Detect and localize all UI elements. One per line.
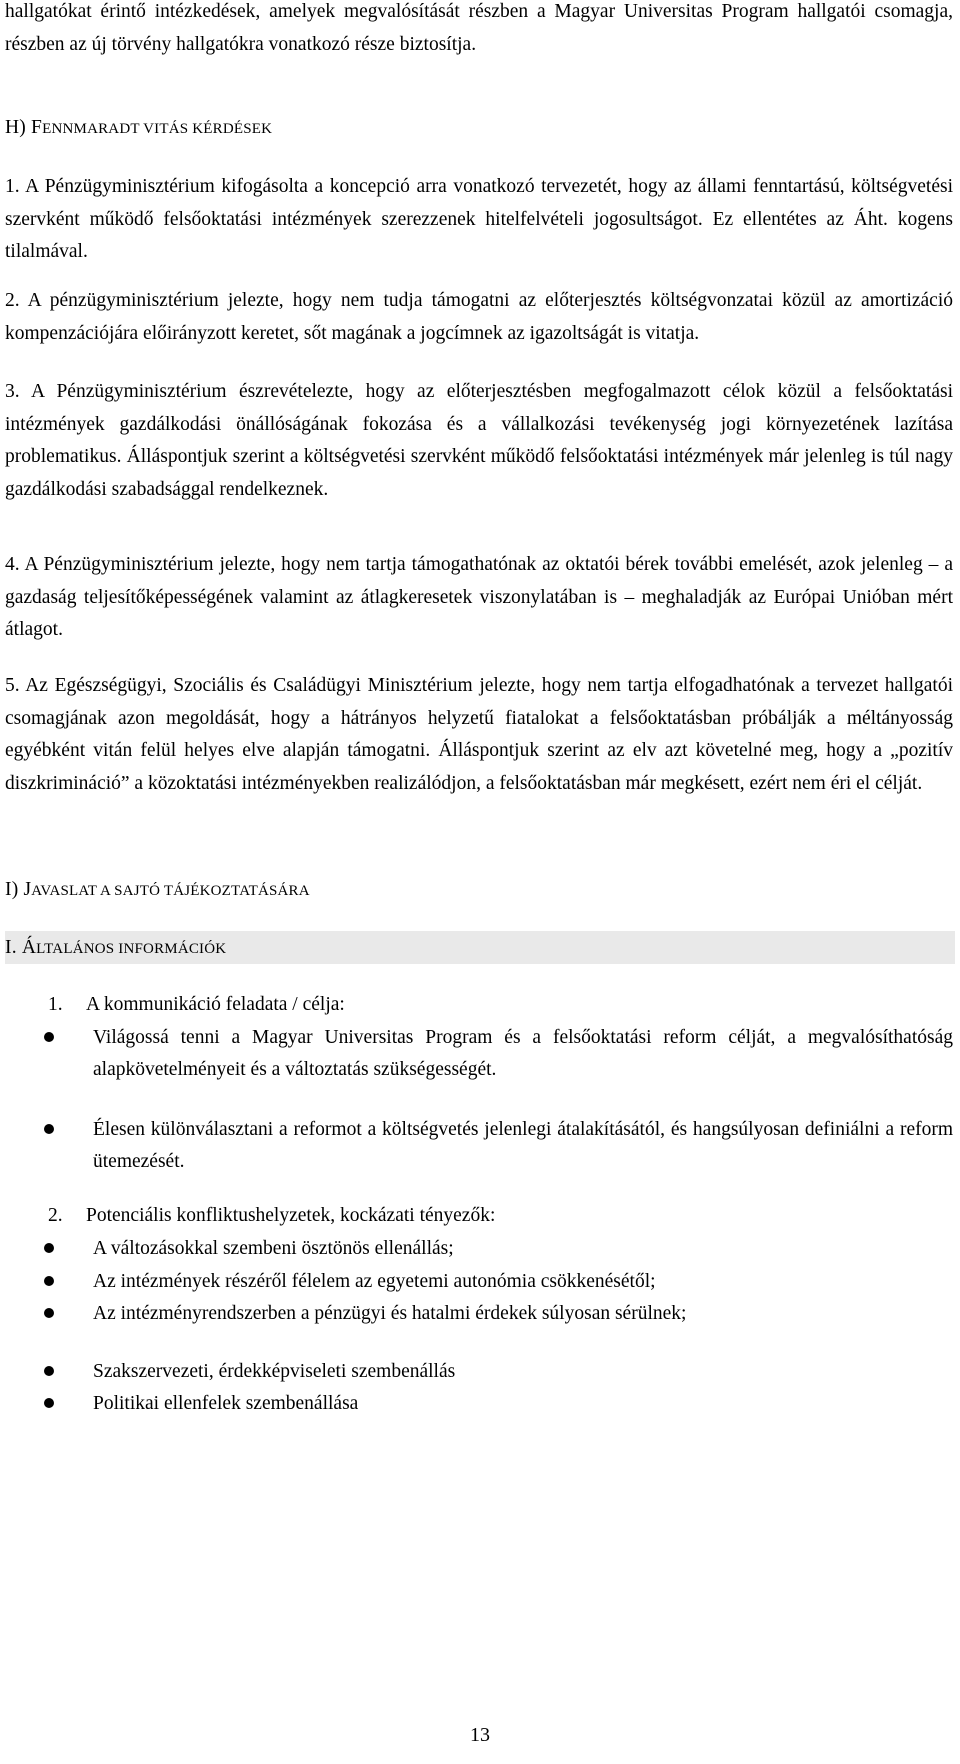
section-2-bullet-1	[44, 1233, 953, 1265]
intro-paragraph: hallgatókat érintő intézkedések, amelyek megvalósítását részben a Magyar Universitas Program hallgatói csomagja, részben az új törvény hallgatókra vonatkozó része biztosítja.	[5, 1, 953, 55]
item-3: 3. A Pénzügyminisztérium észrevételezte, hogy az előterjesztésben megfogalmazott célok közül a felsőoktatási intézmények gazdálkodási önállóságának fokozása és a vállalkozási tevékenység jogi környezetének lazítása problematikus. Álláspontjuk szerint a költségvetési szervként működő felsőoktatási intézmények már jelenleg is túl nagy gazdálkodási szabadsággal rendelkeznek.	[5, 381, 953, 500]
bullet-text: A változásokkal szembeni ösztönös ellenállás;	[93, 1238, 454, 1259]
section-1-title	[48, 990, 345, 1020]
bullet-icon	[44, 1398, 54, 1408]
bullet-text: Politikai ellenfelek szembenállása	[93, 1393, 359, 1414]
bullet-text: Az intézmények részéről félelem az egyetemi autonómia csökkenésétől;	[93, 1271, 656, 1292]
bullet-icon	[44, 1124, 54, 1134]
bullet-text: Szakszervezeti, érdekképviseleti szembenállás	[93, 1361, 456, 1382]
item-5: 5. Az Egészségügyi, Szociális és Családügyi Minisztérium jelezte, hogy nem tartja elfogadhatónak a tervezet hallgatói csomagjának azon megoldását, hogy a hátrányos helyzetű fiatalokat a felsőoktatásban próbálják a méltányosság egyébként vitán felül helyes elve alapján támogatni. Álláspontjuk szerint az elv azt követelné meg, hogy a „pozitív diszkrimináció” a közoktatási intézményekben realizálódjon, a felsőoktatásban már megkésett, ezért nem éri el célját.	[5, 675, 953, 794]
heading-i-prefix: I) J	[5, 879, 32, 900]
item-2: 2. A pénzügyminisztérium jelezte, hogy nem tudja támogatni az előterjesztés költségvonzatai közül az amortizáció kompenzációjára előirányzott keretet, sőt magának a jogcímnek az igazoltságát is vitatja.	[5, 290, 953, 344]
bullet-text: Élesen különválasztani a reformot a költségvetés jelenlegi átalakításától, és hangsúlyosan definiálni a reform ütemezését.	[93, 1119, 953, 1172]
bullet-text: Világossá tenni a Magyar Universitas Program és a felsőoktatási reform célját, a megvalósíthatóság alapkövetelményeit és a változtatás szükségességét.	[93, 1027, 953, 1080]
section-2-number: 2.	[48, 1205, 63, 1226]
heading-general	[5, 935, 226, 962]
bullet-icon	[44, 1243, 54, 1253]
bullet-text: Az intézményrendszerben a pénzügyi és hatalmi érdekek súlyosan sérülnek;	[93, 1303, 687, 1324]
section-2-bullet-4	[44, 1356, 953, 1388]
bullet-icon	[44, 1032, 54, 1042]
section-2-title	[48, 1201, 495, 1231]
bullet-icon	[44, 1308, 54, 1318]
heading-h-rest: ENNMARADT VITÁS KÉRDÉSEK	[42, 121, 273, 137]
heading-h	[5, 115, 272, 142]
section-2-title-text: Potenciális konfliktushelyzetek, kockázati tényezők:	[86, 1205, 496, 1226]
item-4: 4. A Pénzügyminisztérium jelezte, hogy nem tartja támogathatónak az oktatói bérek további emelését, azok jelenleg – a gazdaság teljesítőképességének valamint az átlagkeresetek viszonylatában is – meghaladják az Európai Unióban mért átlagot.	[5, 554, 953, 640]
section-1-number: 1.	[48, 994, 63, 1015]
heading-general-prefix: I. Á	[5, 937, 37, 958]
heading-h-prefix: H) F	[5, 117, 43, 138]
bullet-icon	[44, 1276, 54, 1286]
section-2-bullet-3	[44, 1298, 953, 1330]
bullet-icon	[44, 1366, 54, 1376]
heading-i	[5, 877, 310, 904]
heading-i-rest: AVASLAT A SAJTÓ TÁJÉKOZTATÁSÁRA	[31, 883, 310, 899]
heading-general-rest: LTALÁNOS INFORMÁCIÓK	[36, 941, 227, 957]
item-1: 1. A Pénzügyminisztérium kifogásolta a koncepció arra vonatkozó tervezetét, hogy az állami fenntartású, költségvetési szervként működő felsőoktatási intézmények szerezzenek hitelfelvételi jogosultságot. Ez ellentétes az Áht. kogens tilalmával.	[5, 176, 953, 262]
section-1-title-text: A kommunikáció feladata / célja:	[86, 994, 345, 1015]
section-2-bullet-2	[44, 1266, 953, 1298]
section-1-bullet-1	[44, 1022, 953, 1086]
section-1-bullet-2	[44, 1114, 953, 1178]
section-2-bullet-5	[44, 1388, 953, 1420]
page-number: 13	[470, 1724, 490, 1746]
